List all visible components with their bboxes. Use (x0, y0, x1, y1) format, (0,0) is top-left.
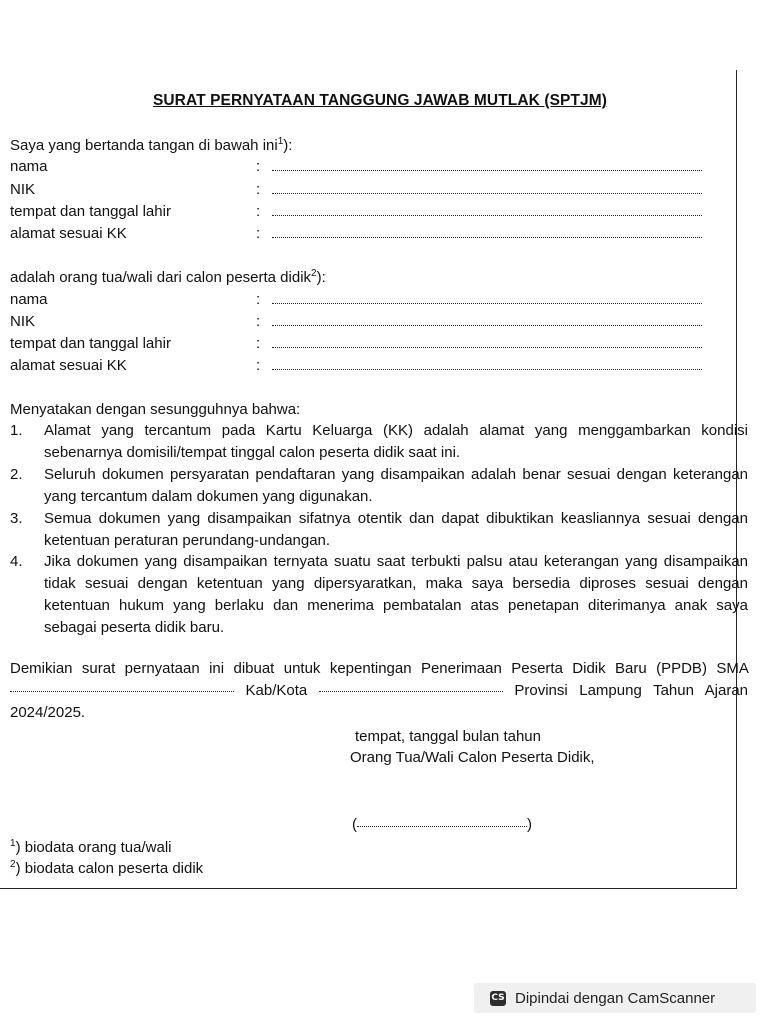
parent-birth-field: tempat dan tanggal lahir : (10, 202, 702, 222)
signature-fill-line[interactable] (357, 826, 527, 827)
place-date: tempat, tanggal bulan tahun (355, 728, 541, 745)
signature-line: ( ) (352, 816, 532, 833)
page-border-bottom (0, 888, 737, 889)
footnote-1: $^1$) biodata orang tua/wali (10, 838, 172, 856)
student-name-field: nama : (10, 290, 702, 310)
school-fill-line[interactable] (10, 691, 234, 692)
section2-intro: adalah orang tua/wali dari calon peserta didik$^2$): (10, 268, 326, 286)
parent-address-field: alamat sesuai KK : (10, 224, 702, 244)
fill-line[interactable] (272, 237, 702, 238)
statement-intro: Menyatakan dengan sesungguhnya bahwa: (10, 401, 301, 418)
student-birth-field: tempat dan tanggal lahir : (10, 334, 702, 354)
parent-name-field: nama : (10, 157, 702, 177)
camscanner-icon: CS (490, 991, 506, 1006)
fill-line[interactable] (272, 347, 702, 348)
camscanner-watermark (474, 983, 756, 1013)
watermark-text: Dipindai dengan CamScanner (515, 989, 716, 1007)
fill-line[interactable] (272, 303, 702, 304)
section1-intro: Saya yang bertanda tangan di bawah ini$^1$): (10, 136, 293, 154)
closing-paragraph: Demikian surat pernyataan ini dibuat untuk kepentingan Penerimaan Peserta Didik Baru (PPDB) SMA Kab/Kota Provinsi Lampung Tahun Ajaran 2024/2025. (10, 660, 749, 721)
fill-line[interactable] (272, 170, 702, 171)
student-nik-field: NIK : (10, 312, 702, 332)
signer-role: Orang Tua/Wali Calon Peserta Didik, (350, 749, 595, 766)
document-title: SURAT PERNYATAAN TANGGUNG JAWAB MUTLAK (SPTJM) (152, 92, 608, 109)
regency-fill-line[interactable] (319, 691, 503, 692)
fill-line[interactable] (272, 325, 702, 326)
student-address-field: alamat sesuai KK : (10, 356, 702, 376)
footnote-2: $^2$) biodata calon peserta didik (10, 859, 204, 877)
fill-line[interactable] (272, 369, 702, 370)
parent-nik-field: NIK : (10, 180, 702, 200)
fill-line[interactable] (272, 215, 702, 216)
fill-line[interactable] (272, 193, 702, 194)
